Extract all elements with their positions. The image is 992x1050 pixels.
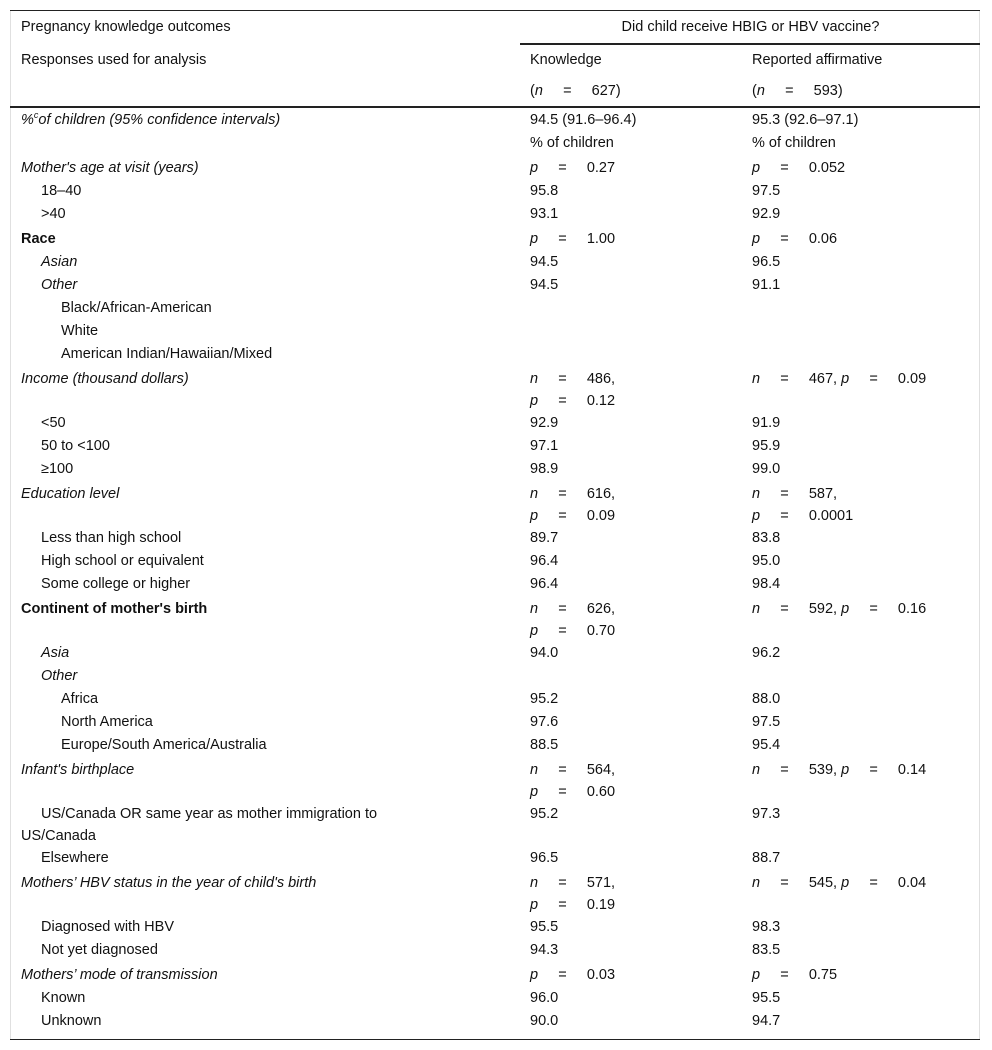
cell-affirmative: p = 0.06	[752, 231, 838, 247]
cell-affirmative: 83.5	[752, 942, 781, 958]
cell-knowledge-p: p = 0.70	[530, 623, 616, 639]
col1-n: (n = 627)	[530, 83, 621, 99]
row-label: American Indian/Hawaiian/Mixed	[61, 346, 273, 362]
cell-affirmative: 91.1	[752, 277, 781, 293]
header-bottom-rule	[10, 106, 980, 108]
cell-affirmative: n = 587,	[752, 486, 838, 502]
cell-knowledge: 94.3	[530, 942, 559, 958]
cell-affirmative: 95.0	[752, 553, 781, 569]
cell-knowledge: 97.1	[530, 438, 559, 454]
cell-knowledge: 98.9	[530, 461, 559, 477]
responses-label: Responses used for analysis	[21, 52, 207, 68]
cell-knowledge-p: p = 0.19	[530, 897, 616, 913]
row-label: Black/African-American	[61, 300, 212, 316]
cell-knowledge: p = 0.03	[530, 967, 616, 983]
cell-knowledge: 97.6	[530, 714, 559, 730]
cell-affirmative: p = 0.052	[752, 160, 846, 176]
row-label: Other	[41, 277, 78, 293]
cell-affirmative: 97.3	[752, 806, 781, 822]
cell-knowledge: 95.8	[530, 183, 559, 199]
cell-affirmative: 98.4	[752, 576, 781, 592]
cell-affirmative: 98.3	[752, 919, 781, 935]
cell-affirmative: n = 545, p = 0.04	[752, 875, 927, 891]
cell-affirmative: 97.5	[752, 183, 781, 199]
cell-knowledge: 93.1	[530, 206, 559, 222]
group-title: Did child receive HBIG or HBV vaccine?	[621, 19, 880, 35]
cell-knowledge: 92.9	[530, 415, 559, 431]
cell-affirmative: 88.7	[752, 850, 781, 866]
cell-affirmative: n = 467, p = 0.09	[752, 371, 927, 387]
cell-affirmative: 83.8	[752, 530, 781, 546]
row-label: Elsewhere	[41, 850, 109, 866]
cell-affirmative: 97.5	[752, 714, 781, 730]
cell-knowledge-p: p = 0.60	[530, 784, 616, 800]
cell-affirmative: 88.0	[752, 691, 781, 707]
top-rule	[10, 10, 980, 11]
cell-affirmative: 94.7	[752, 1013, 781, 1029]
cell-knowledge: n = 564,	[530, 762, 616, 778]
row-label: Infant's birthplace	[21, 762, 135, 778]
row-label-cont: US/Canada	[21, 828, 96, 844]
row-label: %$^c$of children (95% confidence intervals)	[21, 110, 281, 128]
cell-affirmative: % of children	[752, 135, 836, 151]
cell-affirmative: n = 592, p = 0.16	[752, 601, 927, 617]
row-label: Income (thousand dollars)	[21, 371, 189, 387]
cell-affirmative: 92.9	[752, 206, 781, 222]
cell-knowledge: n = 626,	[530, 601, 616, 617]
row-label: <50	[41, 415, 66, 431]
row-label: Asian	[41, 254, 78, 270]
cell-affirmative: 96.2	[752, 645, 781, 661]
outcomes-title: Pregnancy knowledge outcomes	[21, 19, 231, 35]
row-label: 50 to <100	[41, 438, 110, 454]
row-label: Mothers’ mode of transmission	[21, 967, 218, 983]
row-label: Diagnosed with HBV	[41, 919, 174, 935]
row-label: Africa	[61, 691, 99, 707]
cell-knowledge: 88.5	[530, 737, 559, 753]
row-label: White	[61, 323, 99, 339]
row-label: Other	[41, 668, 78, 684]
cell-affirmative: 91.9	[752, 415, 781, 431]
col2-n: (n = 593)	[752, 83, 843, 99]
cell-knowledge: 89.7	[530, 530, 559, 546]
row-label: Europe/South America/Australia	[61, 737, 267, 753]
cell-knowledge: 96.4	[530, 576, 559, 592]
cell-affirmative: n = 539, p = 0.14	[752, 762, 927, 778]
cell-affirmative: 96.5	[752, 254, 781, 270]
row-label: Mothers’ HBV status in the year of child's birth	[21, 875, 317, 891]
row-label: Asia	[41, 645, 70, 661]
row-label: Race	[21, 231, 56, 247]
row-label: US/Canada OR same year as mother immigration to	[41, 806, 378, 822]
cell-knowledge: 95.2	[530, 691, 559, 707]
row-label: Education level	[21, 486, 120, 502]
cell-knowledge: 94.0	[530, 645, 559, 661]
row-label: >40	[41, 206, 66, 222]
cell-affirmative: p = 0.75	[752, 967, 838, 983]
row-label: Known	[41, 990, 86, 1006]
bottom-rule	[10, 1039, 980, 1040]
row-label: Some college or higher	[41, 576, 191, 592]
cell-knowledge: 90.0	[530, 1013, 559, 1029]
row-label: North America	[61, 714, 153, 730]
row-label: Unknown	[41, 1013, 102, 1029]
cell-knowledge: 94.5	[530, 254, 559, 270]
cell-knowledge: 95.5	[530, 919, 559, 935]
cell-knowledge: p = 0.27	[530, 160, 616, 176]
cell-knowledge: n = 571,	[530, 875, 616, 891]
cell-knowledge: n = 486,	[530, 371, 616, 387]
cell-knowledge: p = 1.00	[530, 231, 616, 247]
group-rule	[520, 43, 980, 45]
row-label: Not yet diagnosed	[41, 942, 158, 958]
cell-knowledge: n = 616,	[530, 486, 616, 502]
cell-knowledge: 96.0	[530, 990, 559, 1006]
cell-knowledge-p: p = 0.09	[530, 508, 616, 524]
cell-affirmative: 95.3 (92.6–97.1)	[752, 112, 859, 128]
cell-affirmative: 99.0	[752, 461, 781, 477]
cell-knowledge: % of children	[530, 135, 614, 151]
cell-affirmative: 95.4	[752, 737, 781, 753]
cell-knowledge-p: p = 0.12	[530, 393, 616, 409]
cell-knowledge: 94.5	[530, 277, 559, 293]
cell-knowledge: 96.5	[530, 850, 559, 866]
row-label: Less than high school	[41, 530, 182, 546]
row-label: ≥100	[41, 461, 74, 477]
cell-knowledge: 95.2	[530, 806, 559, 822]
cell-affirmative: 95.9	[752, 438, 781, 454]
cell-affirmative: 95.5	[752, 990, 781, 1006]
cell-knowledge: 96.4	[530, 553, 559, 569]
row-label: 18–40	[41, 183, 82, 199]
col2-header: Reported affirmative	[752, 52, 883, 68]
row-label: Continent of mother's birth	[21, 601, 208, 617]
cell-knowledge: 94.5 (91.6–96.4)	[530, 112, 637, 128]
row-label: High school or equivalent	[41, 553, 204, 569]
cell-affirmative-p: p = 0.0001	[752, 508, 854, 524]
row-label: Mother's age at visit (years)	[21, 160, 199, 176]
col1-header: Knowledge	[530, 52, 602, 68]
